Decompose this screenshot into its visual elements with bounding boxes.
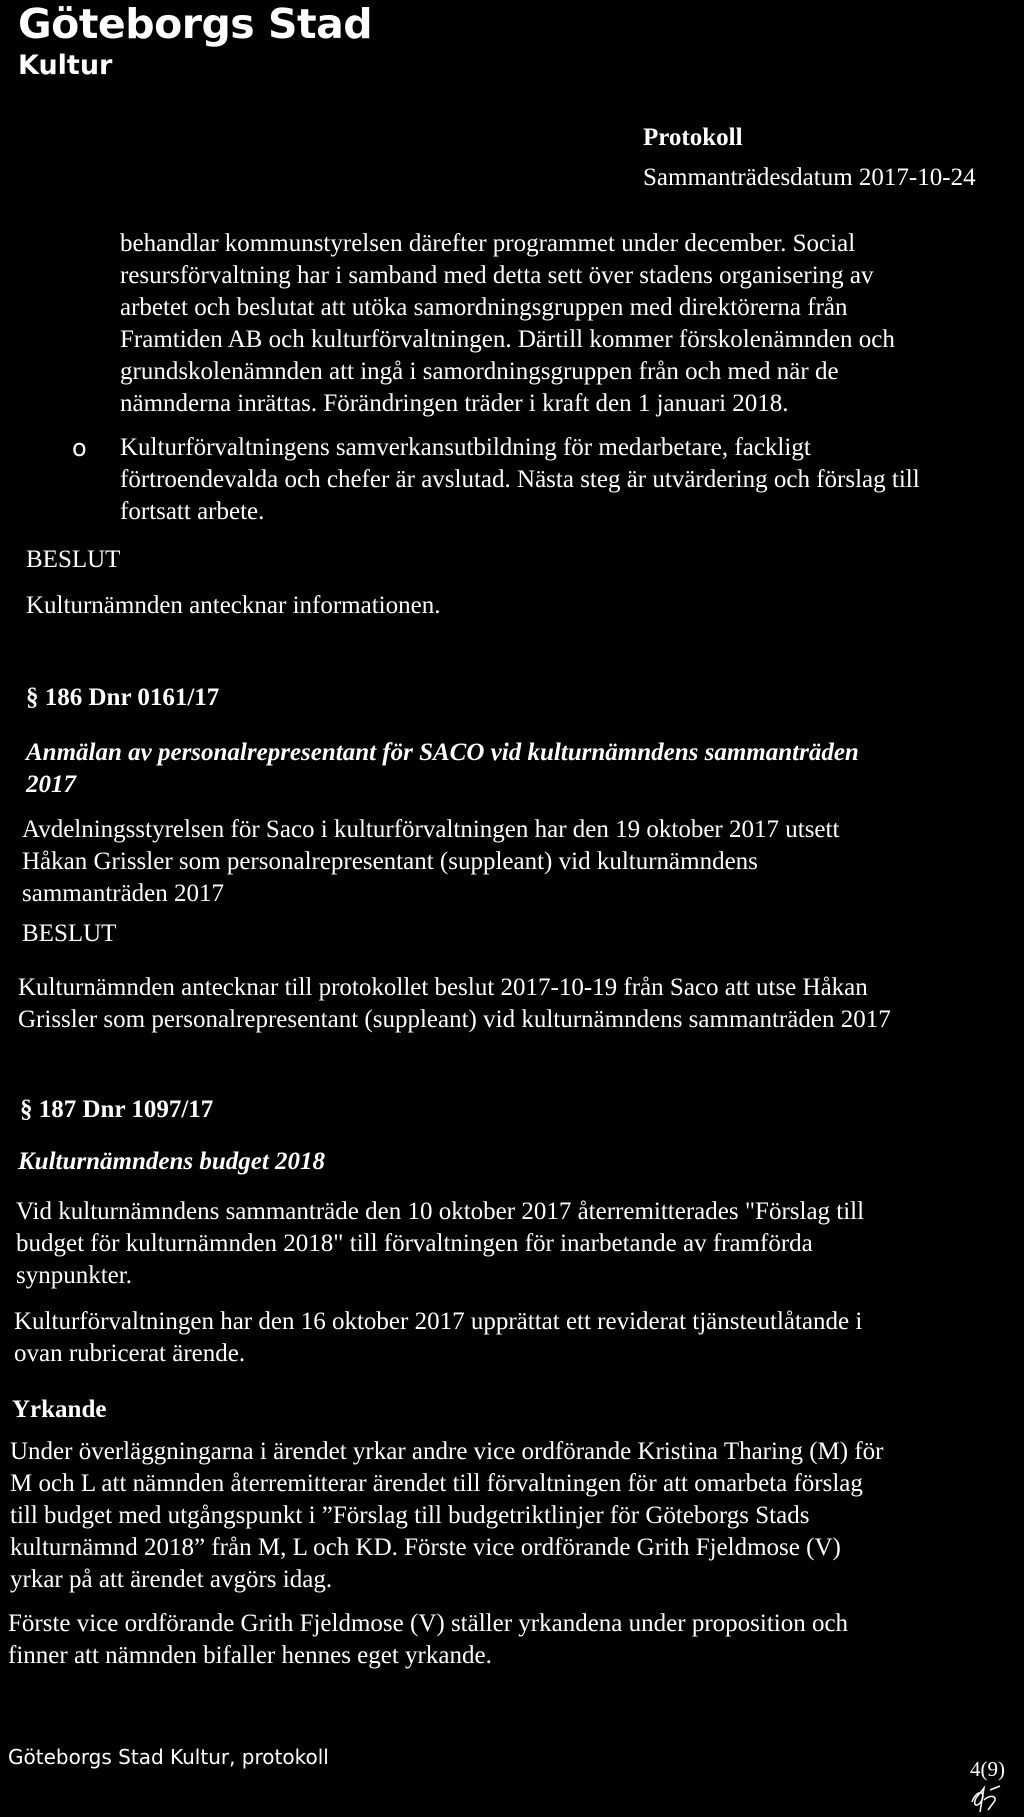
section-paragraph (8, 1608, 848, 1672)
text-line: kulturnämnd 2018” från M, L och KD. Förste vice ordförande Grith Fjeldmose (V) (10, 1534, 841, 1561)
section-paragraph (14, 1306, 862, 1370)
section-number: § 186 Dnr 0161/17 (26, 684, 220, 711)
decision-heading: BESLUT (22, 920, 117, 947)
document-type: Protokoll (643, 124, 743, 151)
bullet-marker: o (72, 434, 87, 462)
decision-text: Kulturnämnden antecknar informationen. (26, 592, 441, 619)
section-paragraph (16, 1196, 864, 1292)
text-line: Kulturförvaltningens samverkansutbildning för medarbetare, fackligt (120, 434, 811, 461)
section-number: § 187 Dnr 1097/17 (20, 1096, 214, 1123)
org-name: Göteborgs Stad (18, 0, 373, 48)
text-line: sammanträden 2017 (22, 880, 225, 907)
text-line: yrkar på att ärendet avgörs idag. (10, 1566, 333, 1593)
text-line: behandlar kommunstyrelsen därefter programmet under december. Social (120, 230, 856, 257)
text-line: Vid kulturnämndens sammanträde den 10 oktober 2017 återremitterades "Förslag till (16, 1198, 865, 1225)
text-line: ovan rubricerat ärende. (14, 1340, 246, 1367)
text-line: arbetet och beslutat att utöka samordningsgruppen med direktörerna från (120, 294, 848, 321)
text-line: nämnderna inrättas. Förändringen träder i kraft den 1 januari 2018. (120, 390, 789, 417)
decision-heading: BESLUT (26, 546, 121, 573)
text-line: finner att nämnden bifaller hennes eget yrkande. (8, 1642, 492, 1669)
text-line: Håkan Grissler som personalrepresentant (suppleant) vid kulturnämndens (22, 848, 758, 875)
section-title: Kulturnämndens budget 2018 (18, 1148, 326, 1175)
text-line: budget för kulturnämnden 2018" till förvaltningen för inarbetande av framförda (16, 1230, 813, 1257)
bullet-item (120, 432, 920, 528)
text-line: fortsatt arbete. (120, 498, 265, 525)
initials-signature (968, 1782, 1004, 1814)
section-title (26, 737, 859, 801)
text-line: till budget med utgångspunkt i ”Förslag till budgetriktlinjer för Göteborgs Stads (10, 1502, 810, 1529)
title-line: 2017 (26, 771, 76, 798)
text-line: Framtiden AB och kulturförvaltningen. Därtill kommer förskolenämnden och (120, 326, 895, 353)
text-line: synpunkter. (16, 1262, 132, 1289)
section-paragraph (10, 1436, 884, 1596)
text-line: M och L att nämnden återremitterar ärendet till förvaltningen för att omarbeta förslag (10, 1470, 863, 1497)
text-line: Kulturnämnden antecknar till protokollet beslut 2017-10-19 från Saco att utse Håkan (18, 974, 868, 1001)
yrkande-heading: Yrkande (12, 1396, 107, 1423)
title-line: Anmälan av personalrepresentant för SACO vid kulturnämndens sammanträden (26, 739, 859, 766)
department-name: Kultur (18, 50, 113, 81)
text-line: förtroendevalda och chefer är avslutad. Nästa steg är utvärdering och förslag till (120, 466, 920, 493)
text-line: resursförvaltning har i samband med detta sett över stadens organisering av (120, 262, 874, 289)
decision-text (18, 972, 891, 1036)
meeting-date: Sammanträdesdatum 2017-10-24 (643, 164, 976, 191)
page-number: 4(9) (970, 1757, 1005, 1781)
text-line: Under överläggningarna i ärendet yrkar andre vice ordförande Kristina Tharing (M) för (10, 1438, 884, 1465)
section-body (22, 814, 839, 910)
text-line: Grissler som personalrepresentant (suppleant) vid kulturnämndens sammanträden 2017 (18, 1006, 891, 1033)
text-line: Avdelningsstyrelsen för Saco i kulturförvaltningen har den 19 oktober 2017 utsett (22, 816, 840, 843)
text-line: Förste vice ordförande Grith Fjeldmose (V) ställer yrkandena under proposition och (8, 1610, 849, 1637)
text-line: grundskolenämnden att ingå i samordningsgruppen från och med när de (120, 358, 839, 385)
footer-text: Göteborgs Stad Kultur, protokoll (8, 1745, 329, 1769)
continued-paragraph (120, 228, 895, 420)
text-line: Kulturförvaltningen har den 16 oktober 2017 upprättat ett reviderat tjänsteutlåtande i (14, 1308, 863, 1335)
